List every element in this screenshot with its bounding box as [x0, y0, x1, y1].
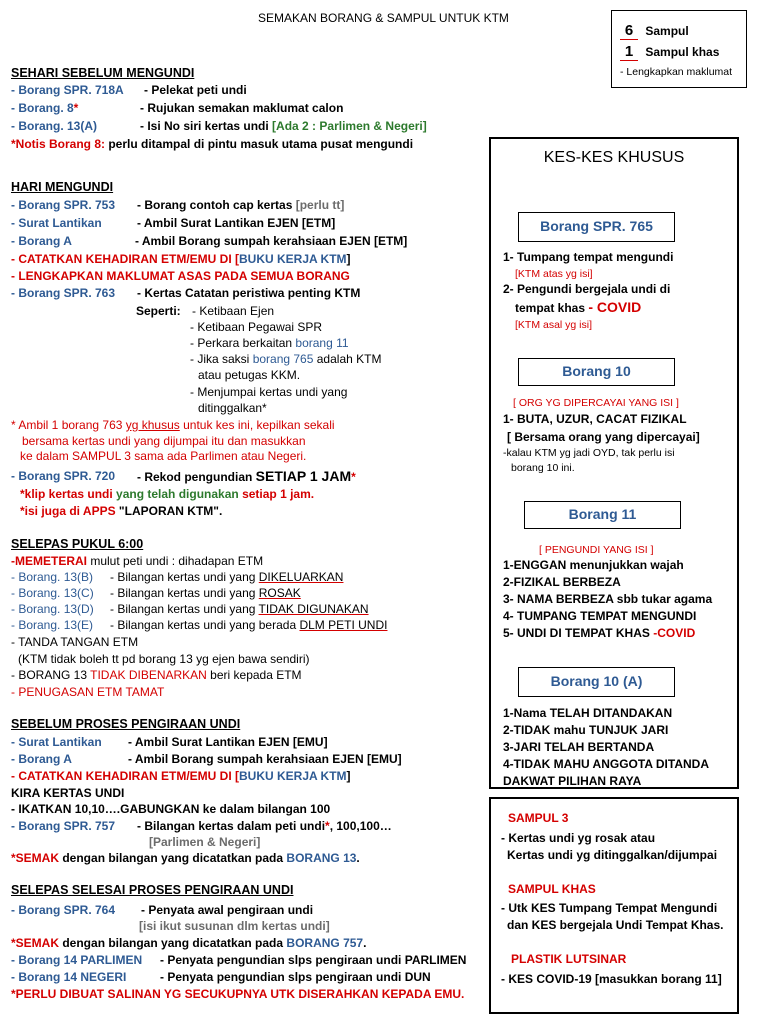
- envelope-count-box: [611, 10, 747, 88]
- plastik-line-1: - KES COVID-19 [masukkan borang 11]: [501, 972, 722, 986]
- b10a-item-3: 3-JARI TELAH BERTANDA: [503, 740, 655, 754]
- s5-row-5: - Borang 14 NEGERI - Penyata pengundian slps pengiraan undi DUN: [11, 970, 431, 984]
- s4-row-8: *SEMAK dengan bilangan yang dicatatkan pada BORANG 13.: [11, 851, 360, 865]
- s1-note: *Notis Borang 8: perlu ditampal di pintu masuk utama pusat mengundi: [11, 137, 414, 151]
- s4-row-3: - CATATKAN KEHADIRAN ETM/EMU DI [BUKU KERJA KTM]: [11, 769, 351, 783]
- s3-row-6: - TANDA TANGAN ETM: [11, 635, 139, 649]
- sampul-3-title: SAMPUL 3: [508, 811, 569, 825]
- s5-row-2: [isi ikut susunan dlm kertas undi]: [139, 919, 330, 933]
- b10a-item-1: 1-Nama TELAH DITANDAKAN: [503, 706, 673, 720]
- s4-row-6: - Borang SPR. 757 - Bilangan kertas dalam peti undi*, 100,100…: [11, 819, 392, 833]
- section-selepas-6-heading: SELEPAS PUKUL 6:00: [11, 537, 144, 551]
- b10a-item-2: 2-TIDAK mahu TUNJUK JARI: [503, 723, 669, 737]
- note-763-3: ke dalam SAMPUL 3 sama ada Parlimen atau Negeri.: [20, 449, 307, 463]
- b765-item-1: 1- Tumpang tempat mengundi: [503, 250, 674, 264]
- borang-10a-label: Borang 10 (A): [518, 667, 675, 697]
- b10-item-1: 1- BUTA, UZUR, CACAT FIZIKAL: [503, 412, 687, 426]
- plastik-title: PLASTIK LUTSINAR: [511, 952, 627, 966]
- sampul-box: [489, 797, 739, 1014]
- s4-row-7: [Parlimen & Negeri]: [149, 835, 261, 849]
- sampul-count: 6: [620, 22, 638, 40]
- note-763-2: bersama kertas undi yang dijumpai itu dan masukkan: [22, 434, 306, 448]
- section-hari-heading: HARI MENGUNDI: [11, 180, 114, 194]
- kes-khusus-title: KES-KES KHUSUS: [543, 149, 685, 166]
- b11-item-2: 2-FIZIKAL BERBEZA: [503, 575, 621, 589]
- b765-item-1-note: [KTM atas yg isi]: [515, 268, 593, 280]
- b10-note: [ ORG YG DIPERCAYAI YANG ISI ]: [513, 397, 679, 409]
- s2-row-5: - LENGKAPKAN MAKLUMAT ASAS PADA SEMUA BORANG: [11, 269, 350, 283]
- s4-row-5: - IKATKAN 10,10….GABUNGKAN ke dalam bilangan 100: [11, 802, 331, 816]
- borang-765-label: Borang SPR. 765: [518, 212, 675, 242]
- b11-item-1: 1-ENGGAN menunjukkan wajah: [503, 558, 684, 572]
- s4-row-1: - Surat Lantikan - Ambil Surat Lantikan EJEN [EMU]: [11, 735, 328, 749]
- kes-khusus-box: [489, 137, 739, 789]
- b765-item-2: 2- Pengundi bergejala undi di: [503, 282, 671, 296]
- section-sebelum-kira-heading: SEBELUM PROSES PENGIRAAN UNDI: [11, 717, 241, 731]
- seperti-item-3: - Perkara berkaitan borang 11: [190, 336, 349, 350]
- seperti-item-5: - Menjumpai kertas undi yang: [190, 385, 348, 399]
- section-sehari-heading: SEHARI SEBELUM MENGUNDI: [11, 66, 195, 80]
- b11-item-3: 3- NAMA BERBEZA sbb tukar agama: [503, 592, 713, 606]
- s5-row-1: - Borang SPR. 764 - Penyata awal pengiraan undi: [11, 903, 314, 917]
- seperti-label: Seperti:: [136, 304, 181, 318]
- sampul-khas-title: SAMPUL KHAS: [508, 882, 596, 896]
- b11-note: [ PENGUNDI YANG ISI ]: [539, 544, 654, 556]
- s2-row-4: - CATATKAN KEHADIRAN ETM/EMU DI [BUKU KERJA KTM]: [11, 252, 351, 266]
- sampul-khas-line-2: dan KES bergejala Undi Tempat Khas.: [507, 918, 724, 932]
- b10a-item-5: DAKWAT PILIHAN RAYA: [503, 774, 642, 788]
- seperti-item-4: - Jika saksi borang 765 adalah KTM: [190, 352, 382, 366]
- s5-row-6: *PERLU DIBUAT SALINAN YG SECUKUPNYA UTK DISERAHKAN KEPADA EMU.: [11, 987, 465, 1001]
- sampul-3-line-2: Kertas undi yg ditinggalkan/dijumpai: [507, 848, 718, 862]
- b10-item-4: borang 10 ini.: [511, 462, 575, 474]
- s2-row-6: - Borang SPR. 763 - Kertas Catatan peristiwa penting KTM: [11, 286, 361, 300]
- s2-row-3: - Borang A - Ambil Borang sumpah kerahsiaan EJEN [ETM]: [11, 234, 408, 248]
- s1-row-2: - Borang. 8* - Rujukan semakan maklumat calon: [11, 101, 344, 115]
- seperti-item-4b: atau petugas KKM.: [198, 368, 301, 382]
- s5-row-4: - Borang 14 PARLIMEN - Penyata pengundian slps pengiraan undi PARLIMEN: [11, 953, 467, 967]
- sampul-label: Sampul: [645, 24, 689, 38]
- borang-11-label: Borang 11: [524, 501, 681, 529]
- section-selepas-kira-heading: SELEPAS SELESAI PROSES PENGIRAAN UNDI: [11, 883, 294, 897]
- s3-row-3: - Borang. 13(C) - Bilangan kertas undi yang ROSAK: [11, 586, 301, 600]
- s3-row-2: - Borang. 13(B) - Bilangan kertas undi yang DIKELUARKAN: [11, 570, 344, 584]
- klip-note: *klip kertas undi yang telah digunakan setiap 1 jam.: [20, 487, 315, 501]
- s3-row-8: - BORANG 13 TIDAK DIBENARKAN beri kepada ETM: [11, 668, 302, 682]
- sampul-khas-count: 1: [620, 43, 638, 61]
- sampul-khas-line-1: - Utk KES Tumpang Tempat Mengundi: [501, 901, 718, 915]
- sampul-3-line-1: - Kertas undi yg rosak atau: [501, 831, 656, 845]
- s1-row-3: - Borang. 13(A) - Isi No siri kertas undi [Ada 2 : Parlimen & Negeri]: [11, 119, 427, 133]
- page-title: SEMAKAN BORANG & SAMPUL UNTUK KTM: [258, 11, 509, 25]
- lengkapkan-note: - Lengkapkan maklumat: [620, 66, 733, 78]
- b11-item-5: 5- UNDI DI TEMPAT KHAS -COVID: [503, 626, 696, 640]
- s5-row-3: *SEMAK dengan bilangan yang dicatatkan pada BORANG 757.: [11, 936, 367, 950]
- b10-item-2: [ Bersama orang yang dipercayai]: [507, 430, 700, 444]
- b10a-item-4: 4-TIDAK MAHU ANGGOTA DITANDA: [503, 757, 709, 771]
- b765-item-2-note: [KTM asal yg isi]: [515, 319, 593, 331]
- b10-item-3: -kalau KTM yg jadi OYD, tak perlu isi: [503, 447, 675, 459]
- borang-10-label: Borang 10: [518, 358, 675, 386]
- b765-item-2b: tempat khas - COVID: [515, 299, 642, 315]
- s2-row-7: - Borang SPR. 720 - Rekod pengundian SETIAP 1 JAM*: [11, 468, 356, 484]
- s3-row-9: - PENUGASAN ETM TAMAT: [11, 685, 165, 699]
- s4-row-2: - Borang A - Ambil Borang sumpah kerahsiaan EJEN [EMU]: [11, 752, 402, 766]
- seperti-item-1: - Ketibaan Ejen: [192, 304, 275, 318]
- s2-row-2: - Surat Lantikan - Ambil Surat Lantikan EJEN [ETM]: [11, 216, 336, 230]
- seperti-item-2: - Ketibaan Pegawai SPR: [190, 320, 323, 334]
- s1-row-1: - Borang SPR. 718A - Pelekat peti undi: [11, 83, 247, 97]
- sampul-khas-label: Sampul khas: [645, 45, 720, 59]
- apps-note: *isi juga di APPS "LAPORAN KTM".: [20, 504, 223, 518]
- s4-row-4: KIRA KERTAS UNDI: [11, 786, 125, 800]
- b11-item-4: 4- TUMPANG TEMPAT MENGUNDI: [503, 609, 697, 623]
- s3-row-5: - Borang. 13(E) - Bilangan kertas undi yang berada DLM PETI UNDI: [11, 618, 388, 632]
- s3-row-7: (KTM tidak boleh tt pd borang 13 yg ejen bawa sendiri): [18, 652, 310, 666]
- seperti-item-5b: ditinggalkan*: [198, 401, 267, 415]
- s3-row-4: - Borang. 13(D) - Bilangan kertas undi yang TIDAK DIGUNAKAN: [11, 602, 369, 616]
- note-763-1: * Ambil 1 borang 763 yg khusus untuk kes ini, kepilkan sekali: [11, 418, 335, 432]
- s3-row-1: -MEMETERAI mulut peti undi : dihadapan ETM: [11, 554, 264, 568]
- s2-row-1: - Borang SPR. 753 - Borang contoh cap kertas [perlu tt]: [11, 198, 345, 212]
